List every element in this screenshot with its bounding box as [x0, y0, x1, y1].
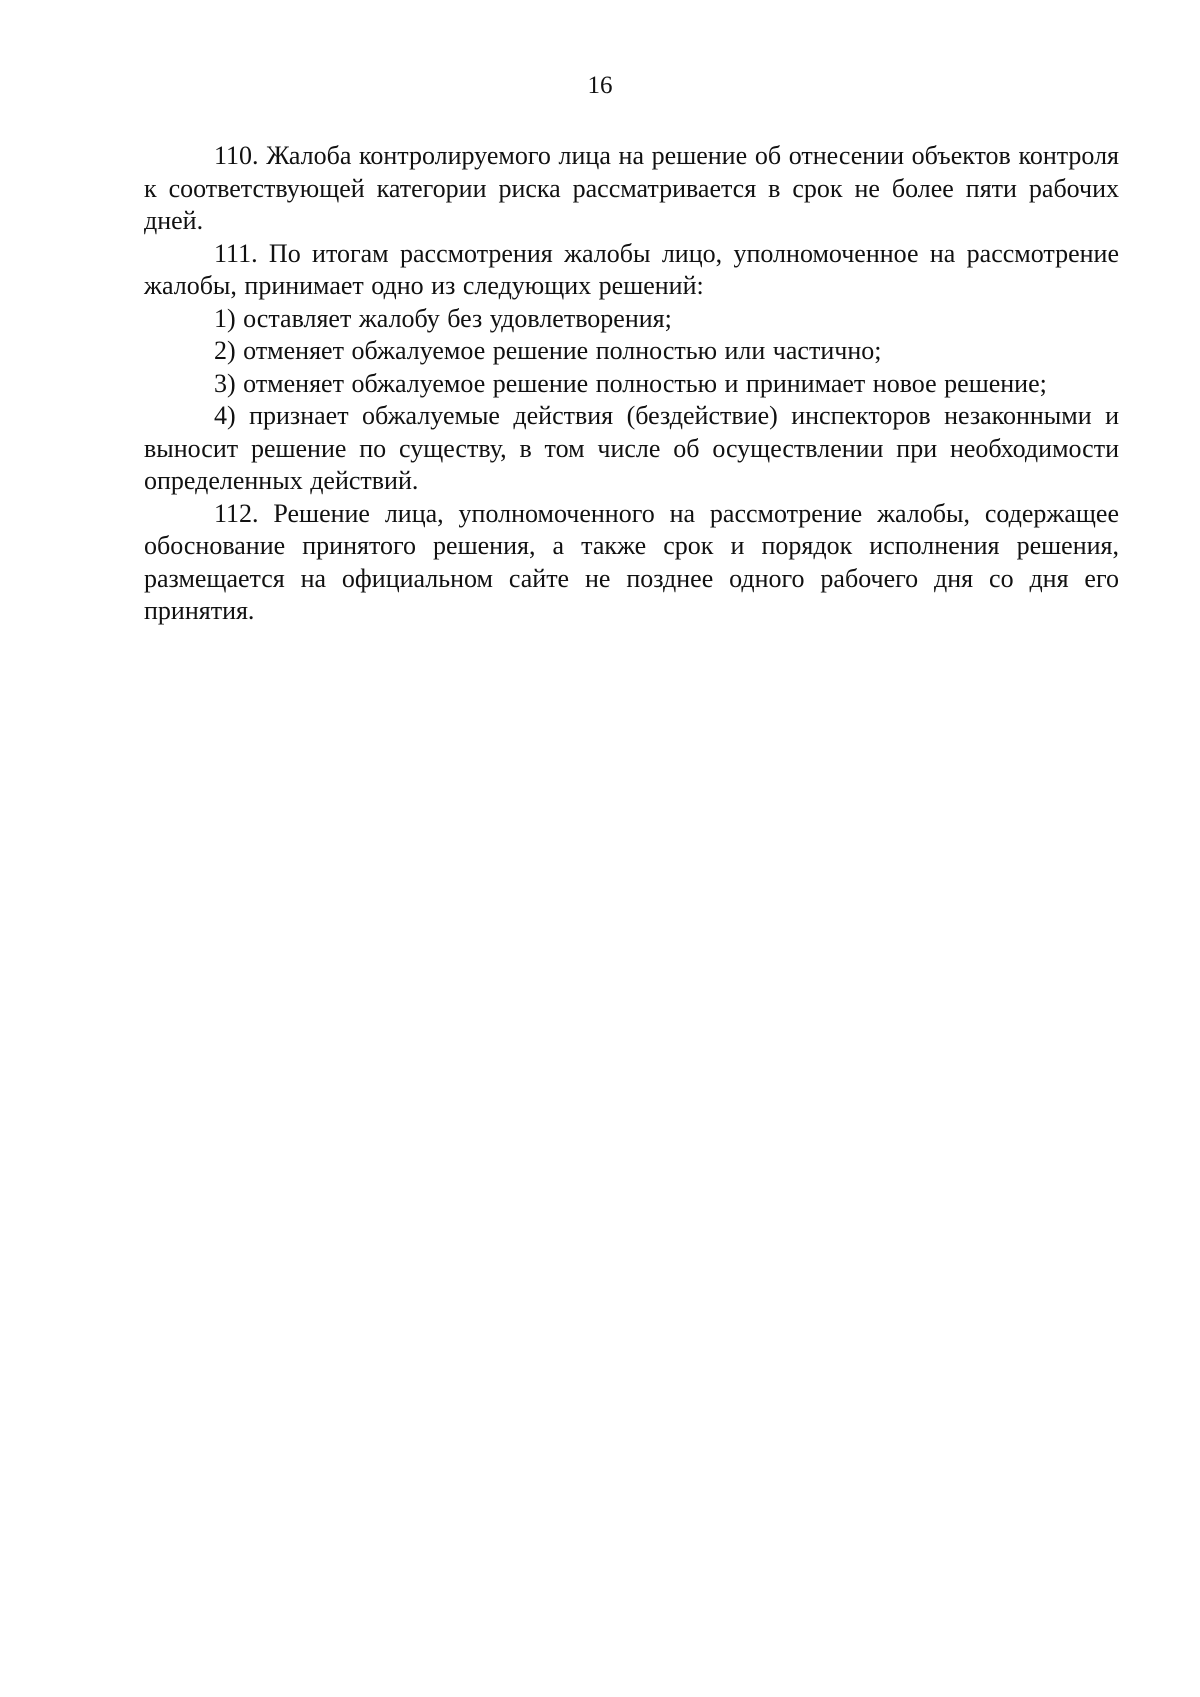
paragraph-110: 110. Жалоба контролируемого лица на решение об отнесении объектов контроля к соответствующей категории риска рассматривается в срок не более пяти рабочих дней. — [144, 141, 1119, 235]
paragraph-111: 111. По итогам рассмотрения жалобы лицо, уполномоченное на рассмотрение жалобы, принимает одно из следующих решений: — [144, 238, 1119, 300]
list-item-4: 4) признает обжалуемые действия (бездействие) инспекторов незаконными и выносит решение по существу, в том числе об осуществлении при необходимости определенных действий. — [144, 401, 1119, 495]
list-item-2: 2) отменяет обжалуемое решение полностью или частично; — [214, 336, 882, 365]
document-body — [144, 140, 1119, 628]
list-item-3: 3) отменяет обжалуемое решение полностью и принимает новое решение; — [214, 368, 1047, 398]
page-number: 16 — [587, 72, 613, 99]
list-item-1: 1) оставляет жалобу без удовлетворения; — [214, 303, 672, 333]
paragraph-112: 112. Решение лица, уполномоченного на рассмотрение жалобы, содержащее обоснование принятого решения, а также срок и порядок исполнения решения, размещается на официальном сайте не позднее одного рабочего дня со дня его принятия. — [144, 498, 1119, 625]
